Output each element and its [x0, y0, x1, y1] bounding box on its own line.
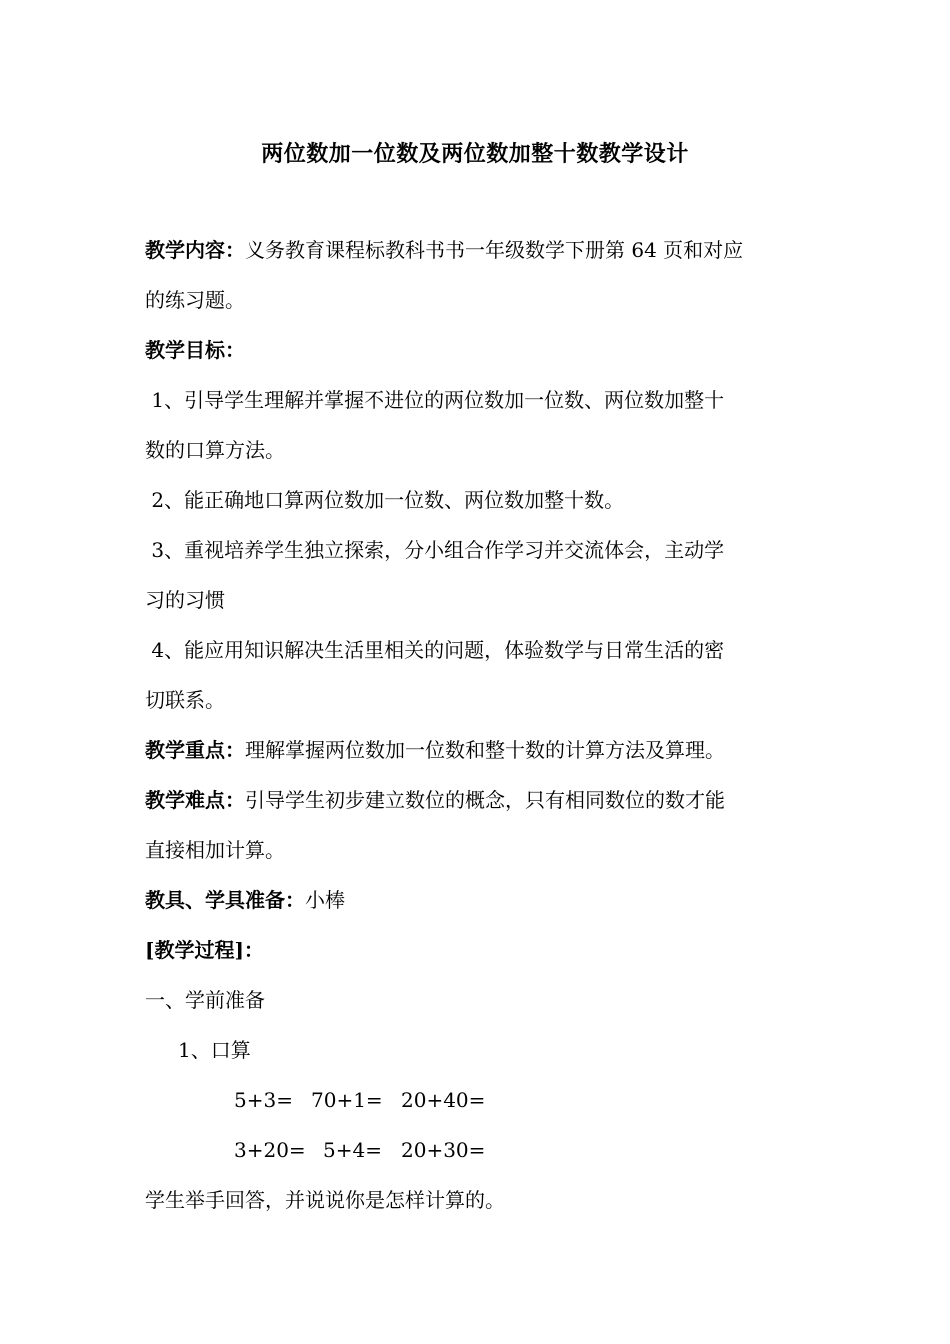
content-text-1: 义务教育课程标教科书书一年级数学下册第 64 页和对应	[245, 238, 744, 262]
goals-label: 教学目标：	[145, 338, 245, 362]
difficulty-line-1	[145, 785, 725, 815]
tools-line	[145, 885, 345, 915]
calc-row-2	[234, 1135, 485, 1165]
goal-item-2: 2、能正确地口算两位数加一位数、两位数加整十数。	[145, 488, 625, 512]
content-label: 教学内容：	[145, 238, 245, 262]
goal-item-3-line-1: 3、重视培养学生独立探索，分小组合作学习并交流体会，主动学	[145, 538, 725, 562]
goal-item-4-line-2: 切联系。	[145, 688, 225, 712]
calc-item: 70+1=	[311, 1088, 383, 1112]
calc-item: 20+40=	[401, 1088, 486, 1112]
content-line-1	[145, 235, 743, 265]
calc-item: 5+3=	[234, 1088, 293, 1112]
section-1-answer: 学生举手回答，并说说你是怎样计算的。	[145, 1188, 505, 1212]
key-point-label: 教学重点：	[145, 738, 245, 762]
process-label: [教学过程]：	[145, 938, 264, 962]
calc-row-1	[234, 1085, 485, 1115]
goal-item-1-line-2: 数的口算方法。	[145, 438, 285, 462]
goal-item-1-line-1: 1、引导学生理解并掌握不进位的两位数加一位数、两位数加整十	[145, 388, 725, 412]
section-1-heading: 一、学前准备	[145, 988, 265, 1012]
key-point-text: 理解掌握两位数加一位数和整十数的计算方法及算理。	[245, 738, 725, 762]
goal-item-4-line-1: 4、能应用知识解决生活里相关的问题，体验数学与日常生活的密	[145, 638, 725, 662]
calc-item: 20+30=	[401, 1138, 486, 1162]
goal-item-3-line-2: 习的习惯	[145, 588, 225, 612]
calc-item: 5+4=	[323, 1138, 382, 1162]
tools-text: 小棒	[305, 888, 345, 912]
section-1-sub-1: 1、口算	[178, 1038, 251, 1062]
key-point-line	[145, 735, 725, 765]
document-title: 两位数加一位数及两位数加整十数教学设计	[261, 141, 689, 167]
difficulty-text-2: 直接相加计算。	[145, 838, 285, 862]
difficulty-label: 教学难点：	[145, 788, 245, 812]
content-text-2: 的练习题。	[145, 288, 245, 312]
tools-label: 教具、学具准备：	[145, 888, 305, 912]
calc-item: 3+20=	[234, 1138, 306, 1162]
difficulty-text-1: 引导学生初步建立数位的概念，只有相同数位的数才能	[245, 788, 725, 812]
